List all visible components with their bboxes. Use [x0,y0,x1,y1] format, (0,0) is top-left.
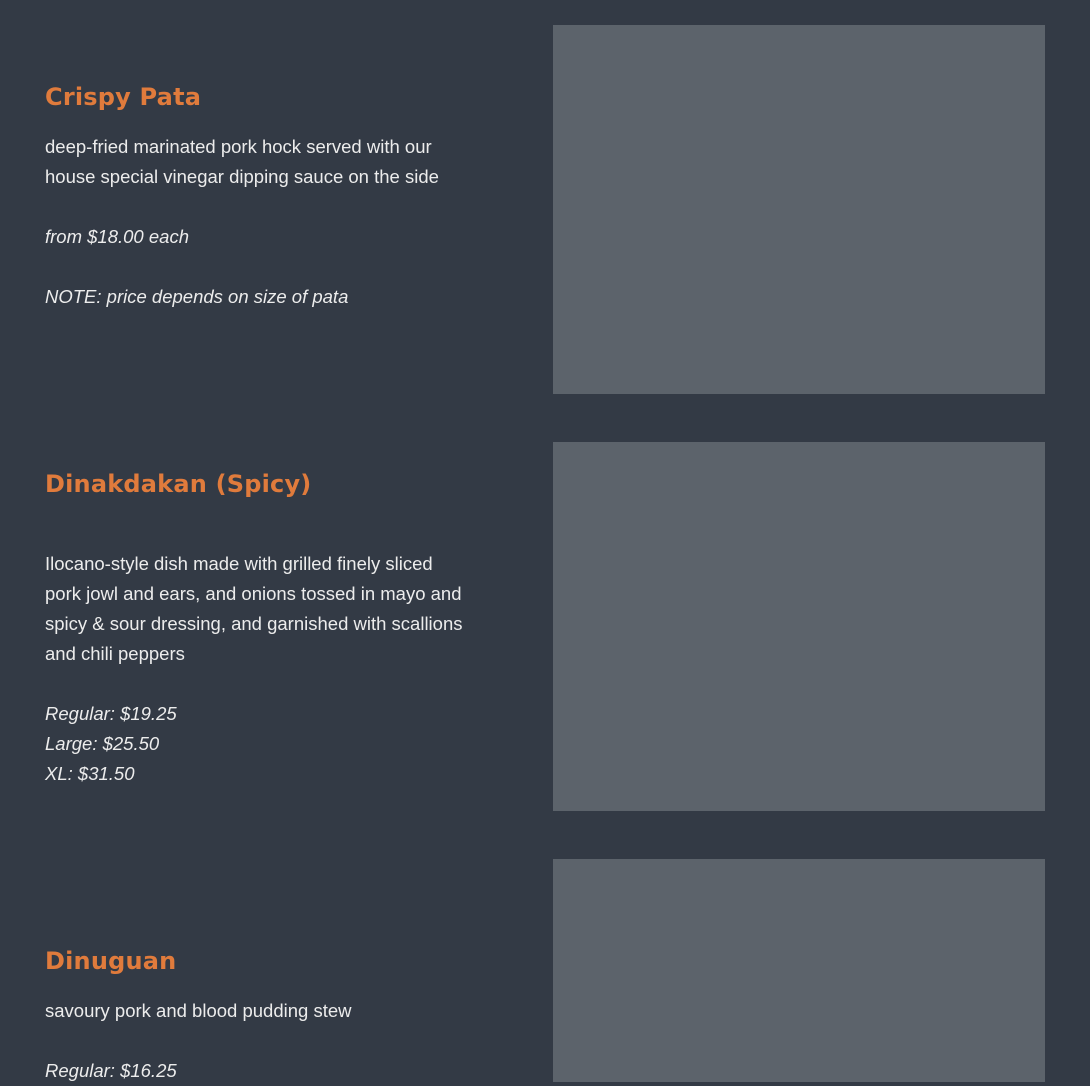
menu-item-price-regular: Regular: $16.25 [45,1060,177,1081]
menu-item-note: NOTE: price depends on size of pata [45,286,349,307]
menu-item-text [45,946,465,1086]
menu-item-description: savoury pork and blood pudding stew [45,1000,352,1021]
menu-item-title: Dinuguan [45,947,177,975]
menu-item-text [45,82,465,312]
menu-item-photo [553,859,1045,1082]
menu-item-price-large: Large: $25.50 [45,733,160,754]
menu-item-photo [553,442,1045,811]
menu-item-title: Dinakdakan (Spicy) [45,470,312,498]
menu-item-text [45,469,465,789]
menu-item-description: Ilocano-style dish made with grilled finely sliced pork jowl and ears, and onions tossed in mayo and spicy & sour dressing, and garnished with scallions and chili peppers [45,553,463,664]
menu-item-photo [553,25,1045,394]
menu-item-price-regular: Regular: $19.25 [45,703,177,724]
menu-item-title: Crispy Pata [45,83,202,111]
menu-item-price: from $18.00 each [45,226,189,247]
menu-item-price-xl: XL: $31.50 [45,763,135,784]
menu-item-description: deep-fried marinated pork hock served with our house special vinegar dipping sauce on the side [45,136,439,187]
